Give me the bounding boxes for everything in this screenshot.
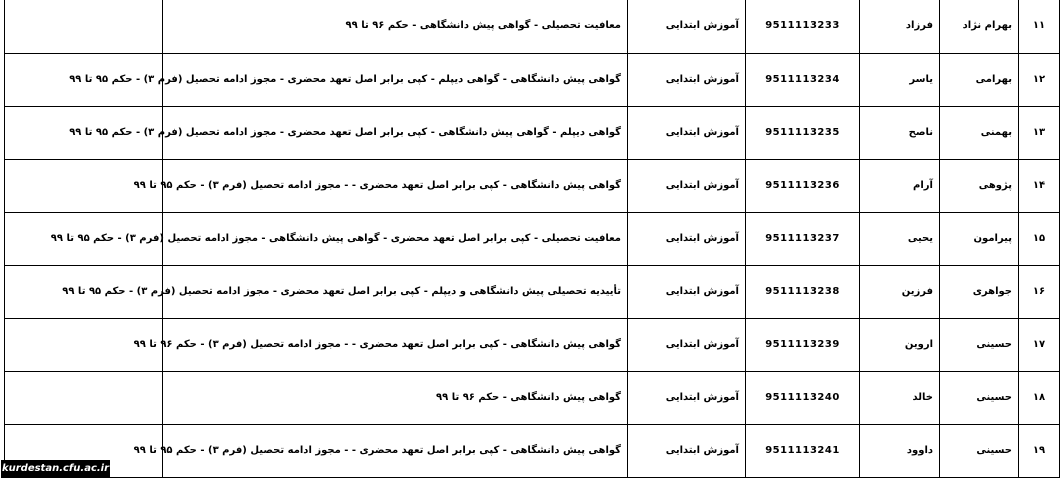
last-name-cell: حسینی xyxy=(940,371,1019,424)
row-number-cell: ۱۸ xyxy=(1019,371,1060,424)
last-name-cell: پژوهی xyxy=(940,159,1019,212)
documents-list-cell: گواهی پیش دانشگاهی - کپی برابر اصل تعهد محضری - - مجوز ادامه تحصیل (فرم ۳) - حکم ۹۵ تا ۹۹ xyxy=(163,424,628,477)
student-id-cell: 9511113236 xyxy=(746,159,860,212)
row-number-cell: ۱۴ xyxy=(1019,159,1060,212)
table-row xyxy=(5,106,1060,159)
student-id-cell: 9511113239 xyxy=(746,318,860,371)
row-number-cell: ۱۲ xyxy=(1019,53,1060,106)
field-of-study-cell: آموزش ابتدایی xyxy=(628,212,746,265)
first-name-cell: فرزین xyxy=(860,265,940,318)
last-name-cell: پیرامون xyxy=(940,212,1019,265)
first-name-cell: داوود xyxy=(860,424,940,477)
documents-list-cell: گواهی پیش دانشگاهی - کپی برابر اصل تعهد محضری - - مجوز ادامه تحصیل (فرم ۳) - حکم ۹۶ تا ۹۹ xyxy=(163,318,628,371)
blank-cell xyxy=(5,371,163,424)
documents-list-cell: گواهی پیش دانشگاهی - کپی برابر اصل تعهد محضری - - مجوز ادامه تحصیل (فرم ۳) - حکم ۹۵ تا ۹۹ xyxy=(163,159,628,212)
student-id-cell: 9511113240 xyxy=(746,371,860,424)
table-row xyxy=(5,0,1060,53)
first-name-cell: آرام xyxy=(860,159,940,212)
row-number-cell: ۱۵ xyxy=(1019,212,1060,265)
field-of-study-cell: آموزش ابتدایی xyxy=(628,424,746,477)
field-of-study-cell: آموزش ابتدایی xyxy=(628,371,746,424)
table-row xyxy=(5,212,1060,265)
row-number-cell: ۱۳ xyxy=(1019,106,1060,159)
documents-list-cell: تأییدیه تحصیلی پیش دانشگاهی و دیپلم - کپی برابر اصل تعهد محضری - مجوز ادامه تحصیل (فرم ۳) - حکم ۹۵ تا ۹۹ xyxy=(163,265,628,318)
row-number-cell: ۱۶ xyxy=(1019,265,1060,318)
student-id-cell: 9511113234 xyxy=(746,53,860,106)
first-name-cell: اروین xyxy=(860,318,940,371)
row-number-cell: ۱۹ xyxy=(1019,424,1060,477)
field-of-study-cell: آموزش ابتدایی xyxy=(628,53,746,106)
first-name-cell: یاسر xyxy=(860,53,940,106)
documents-list-cell: معافیت تحصیلی - گواهی پیش دانشگاهی - حکم ۹۶ تا ۹۹ xyxy=(163,0,628,53)
field-of-study-cell: آموزش ابتدایی xyxy=(628,0,746,53)
first-name-cell: یحیی xyxy=(860,212,940,265)
table-row xyxy=(5,265,1060,318)
field-of-study-cell: آموزش ابتدایی xyxy=(628,106,746,159)
last-name-cell: حسینی xyxy=(940,318,1019,371)
student-id-cell: 9511113241 xyxy=(746,424,860,477)
table-row xyxy=(5,53,1060,106)
field-of-study-cell: آموزش ابتدایی xyxy=(628,265,746,318)
student-id-cell: 9511113235 xyxy=(746,106,860,159)
table-row xyxy=(5,371,1060,424)
first-name-cell: ناصح xyxy=(860,106,940,159)
row-number-cell: ۱۱ xyxy=(1019,0,1060,53)
field-of-study-cell: آموزش ابتدایی xyxy=(628,159,746,212)
documents-list-cell: گواهی پیش دانشگاهی - گواهی دیپلم - کپی برابر اصل تعهد محضری - مجوز ادامه تحصیل (فرم ۳) - حکم ۹۵ تا ۹۹ xyxy=(163,53,628,106)
last-name-cell: بهمنی xyxy=(940,106,1019,159)
student-id-cell: 9511113233 xyxy=(746,0,860,53)
table-row xyxy=(5,424,1060,477)
table-row xyxy=(5,318,1060,371)
student-id-cell: 9511113237 xyxy=(746,212,860,265)
documents-list-cell: گواهی دیپلم - گواهی پیش دانشگاهی - کپی برابر اصل تعهد محضری - مجوز ادامه تحصیل (فرم ۳) - حکم ۹۵ تا ۹۹ xyxy=(163,106,628,159)
student-documents-table xyxy=(4,0,1060,478)
field-of-study-cell: آموزش ابتدایی xyxy=(628,318,746,371)
last-name-cell: بهرام نژاد xyxy=(940,0,1019,53)
documents-list-cell: گواهی پیش دانشگاهی - حکم ۹۶ تا ۹۹ xyxy=(163,371,628,424)
last-name-cell: بهرامی xyxy=(940,53,1019,106)
first-name-cell: فرزاد xyxy=(860,0,940,53)
last-name-cell: حسینی xyxy=(940,424,1019,477)
documents-list-cell: معافیت تحصیلی - کپی برابر اصل تعهد محضری - گواهی پیش دانشگاهی - مجوز ادامه تحصیل (فرم ۳) - حکم ۹۵ تا ۹۹ xyxy=(163,212,628,265)
site-watermark: kurdestan.cfu.ac.ir xyxy=(1,460,110,478)
student-id-cell: 9511113238 xyxy=(746,265,860,318)
last-name-cell: جواهری xyxy=(940,265,1019,318)
table-row xyxy=(5,159,1060,212)
first-name-cell: خالد xyxy=(860,371,940,424)
blank-cell xyxy=(5,0,163,53)
row-number-cell: ۱۷ xyxy=(1019,318,1060,371)
